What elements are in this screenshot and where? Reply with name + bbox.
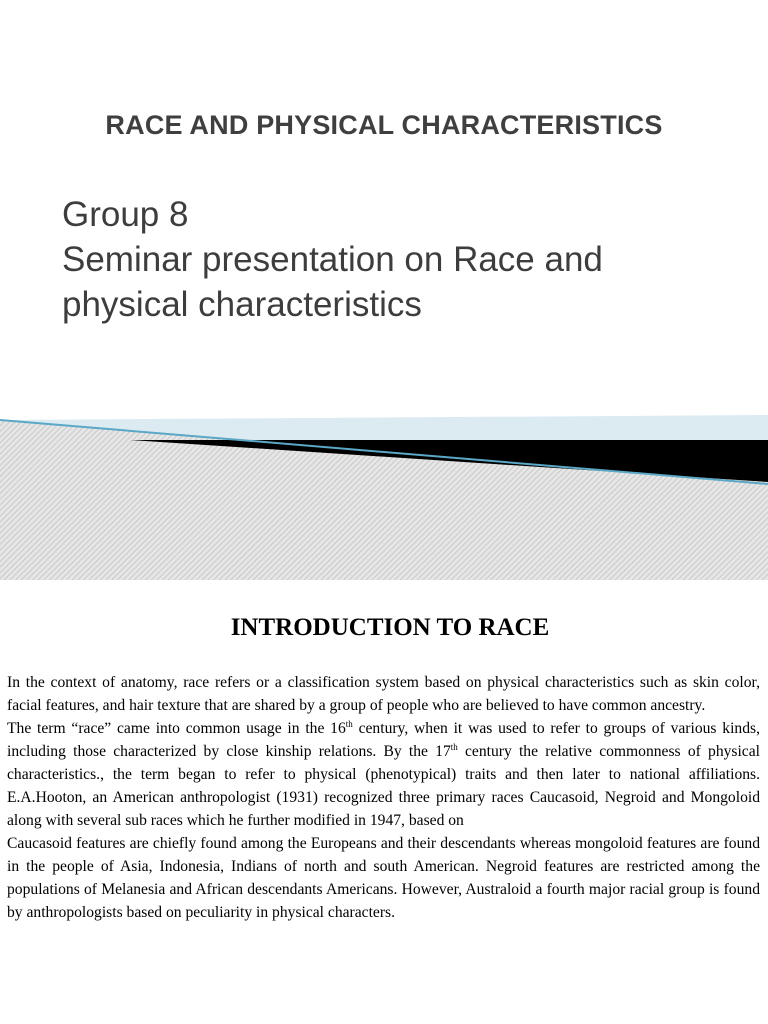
subtitle-line-group: Group 8 [62, 195, 189, 234]
superscript: th [345, 719, 353, 729]
subtitle-line-seminar: Seminar presentation on Race and [62, 240, 603, 279]
text-run: century, when it was used to refer to groups of various kinds, including those characterized by close kinship relations. By the 17 [7, 720, 760, 760]
document-page [0, 590, 768, 1024]
paragraph-features: Caucasoid features are chiefly found among the Europeans and their descendants whereas mongoloid features are found in the people of Asia, Indonesia, Indians of north and south American. Negroid features are restricted among the populations of Melanesia and African descendants Americans. However, Australoid a fourth major racial group is found by anthropologists based on peculiarity in physical characters. [7, 835, 760, 921]
decorative-banner [0, 380, 768, 580]
section-title: INTRODUCTION TO RACE [230, 614, 550, 641]
body-text [7, 671, 760, 924]
paragraph-definition: In the context of anatomy, race refers or a classification system based on physical characteristics such as skin color, facial features, and hair texture that are shared by a group of people who are believed to have common ancestry. [7, 674, 760, 714]
superscript: th [450, 742, 458, 752]
text-run: The term “race” came into common usage in the 16 [7, 720, 346, 737]
slide-title: RACE AND PHYSICAL CHARACTERISTICS [105, 110, 663, 140]
slide-subtitle [62, 192, 742, 327]
paragraph-history [7, 717, 760, 832]
subtitle-line-topic: physical characteristics [62, 285, 422, 324]
text-run: century the relative commonness of physical characteristics., the term began to refer to physical (phenotypical) traits and then later to national affiliations. E.A.Hooton, an American anthropologist (1931) recognized three primary races Caucasoid, Negroid and Mongoloid along with several sub races which he further modified in 1947, based on [7, 743, 760, 829]
